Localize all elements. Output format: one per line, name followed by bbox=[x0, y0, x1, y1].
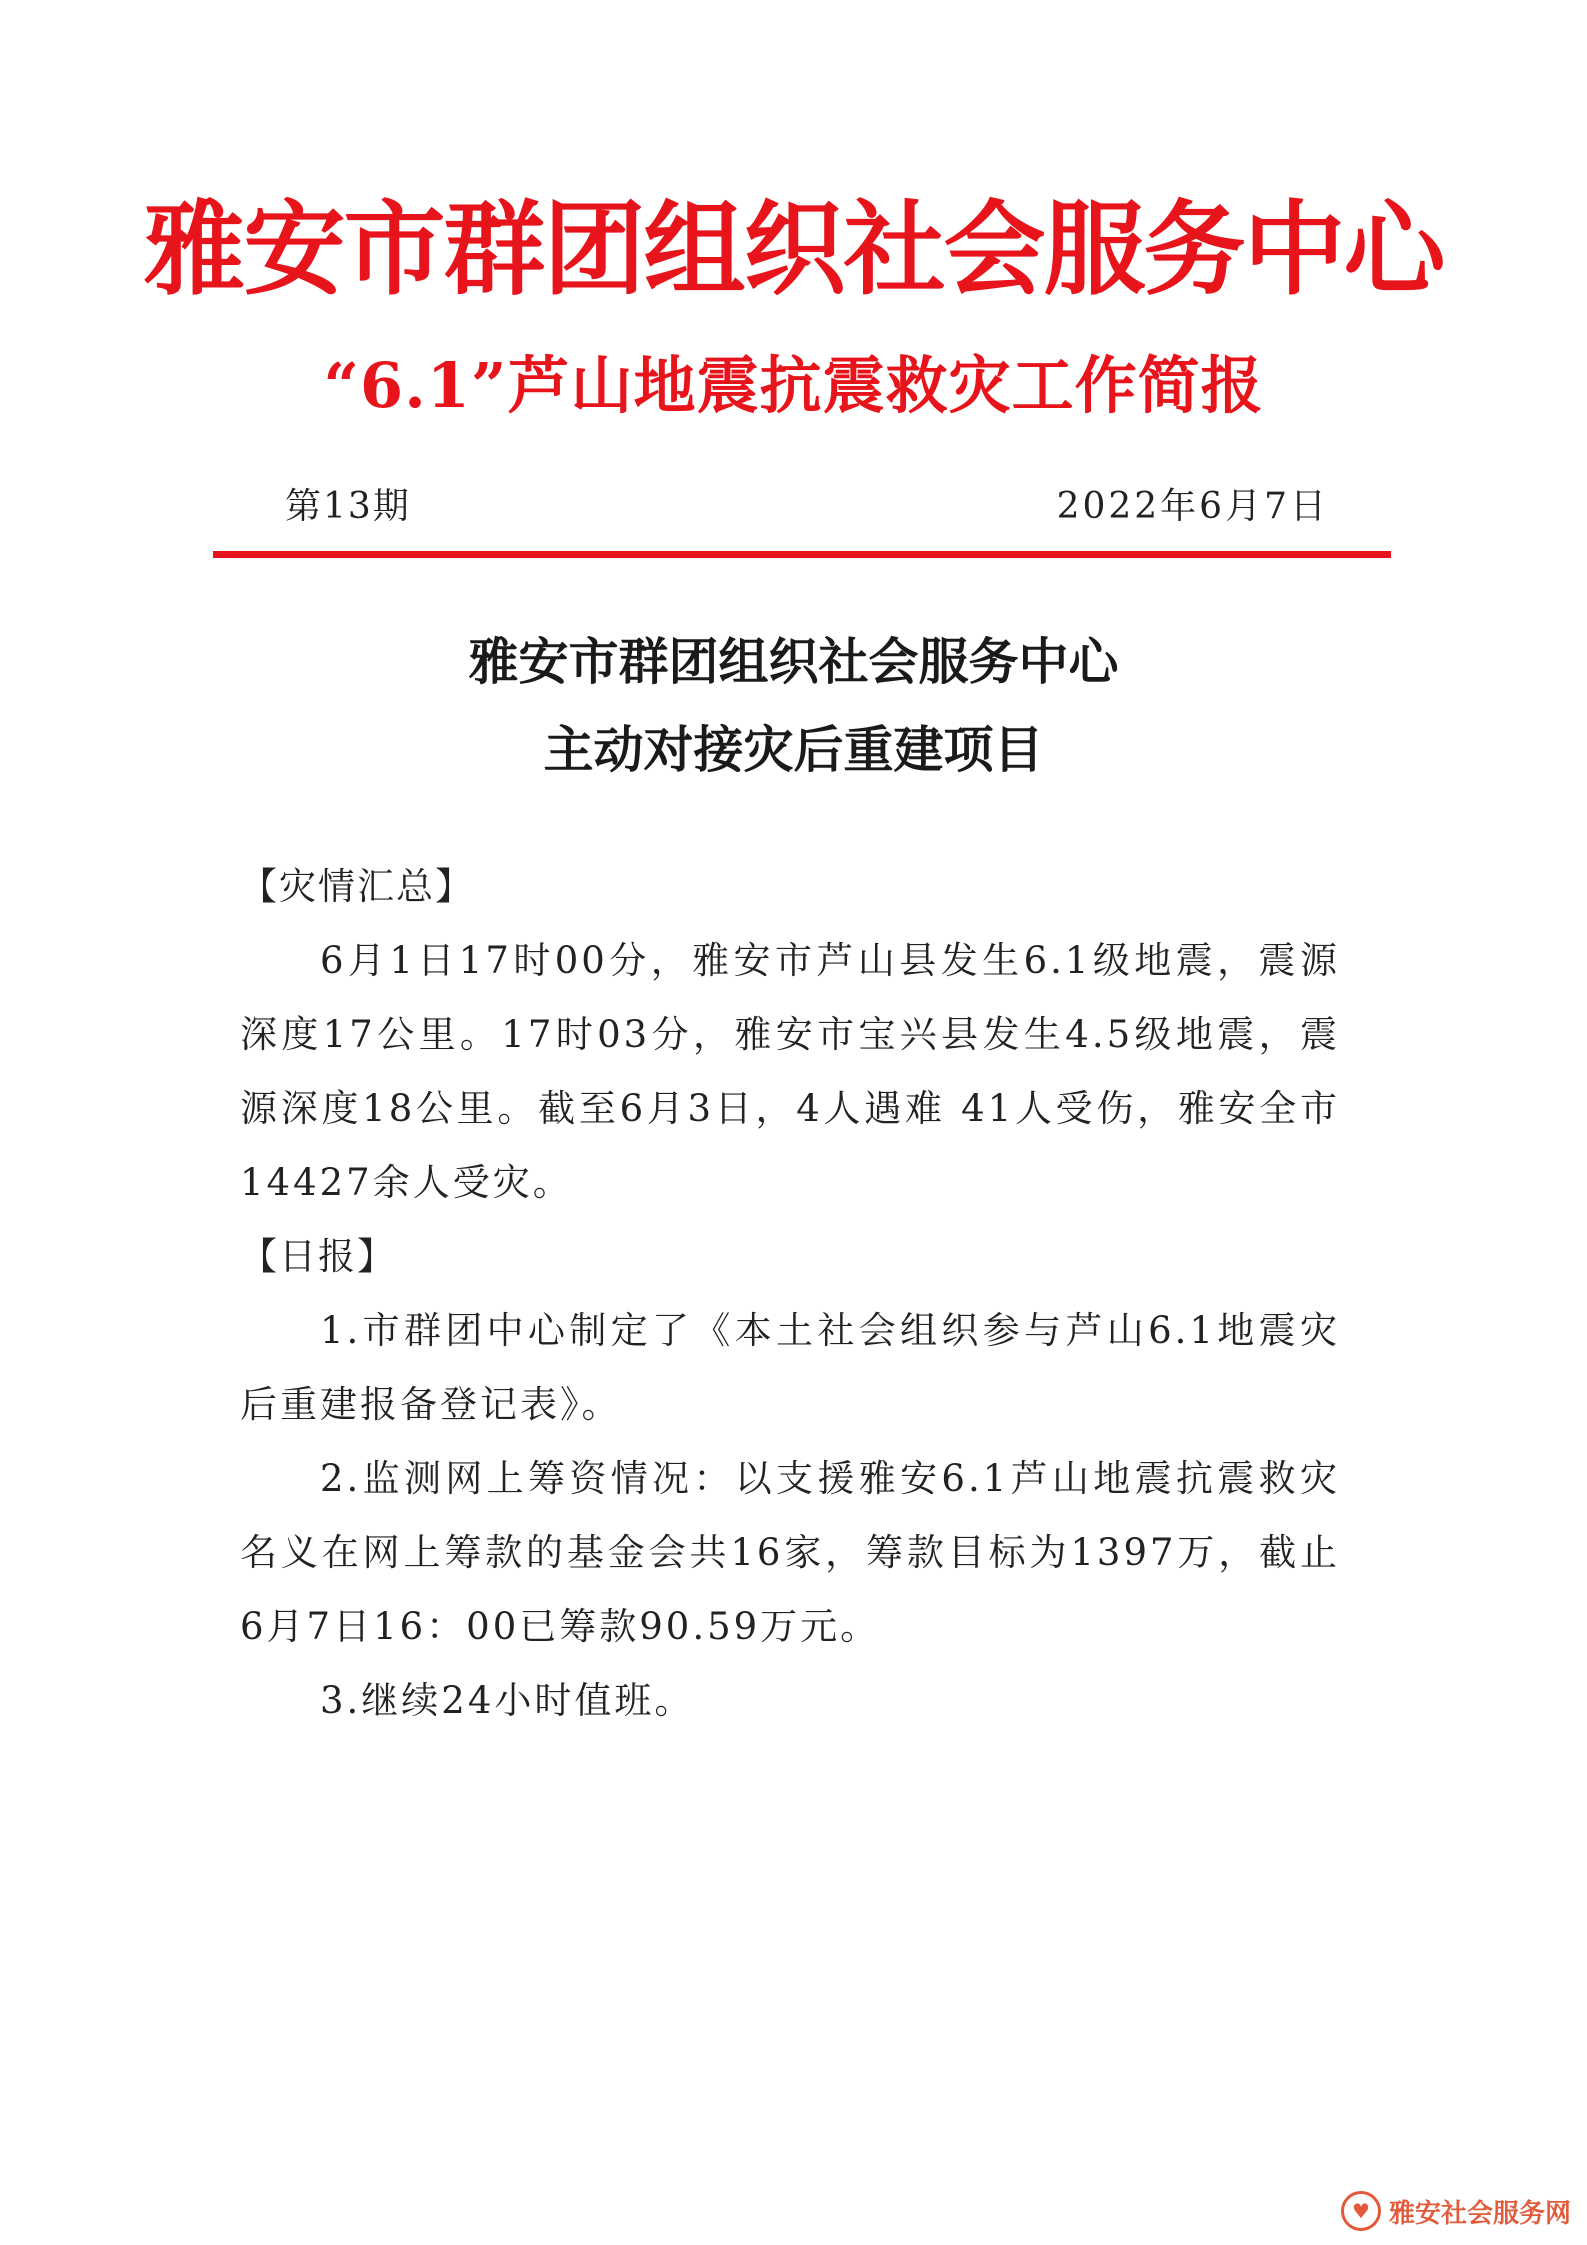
article-title-line-1: 雅安市群团组织社会服务中心 bbox=[468, 632, 1119, 691]
issue-date: 2022年6月7日 bbox=[1056, 486, 1329, 527]
article-body bbox=[240, 850, 1340, 1738]
issue-number: 第13期 bbox=[285, 486, 411, 527]
watermark-site-name: 雅安社会服务网 bbox=[1388, 2198, 1571, 2229]
org-title: 雅安市群团组织社会服务中心 bbox=[143, 190, 1444, 310]
summary-paragraph: 6月1日17时00分，雅安市芦山县发生6.1级地震，震源深度17公里。17时03分，雅安市宝兴县发生4.5级地震，震源深度18公里。截至6月3日，4人遇难 41人受伤，雅安全市14427余人受灾。 bbox=[240, 939, 1340, 1204]
header-divider bbox=[213, 551, 1391, 558]
article-title bbox=[0, 618, 1587, 794]
site-watermark bbox=[1341, 2191, 1571, 2231]
article-title-line-2: 主动对接灾后重建项目 bbox=[543, 720, 1044, 779]
daily-item-1: 1.市群团中心制定了《本土社会组织参与芦山6.1地震灾后重建报备登记表》。 bbox=[240, 1309, 1340, 1426]
daily-item-2: 2.监测网上筹资情况：以支援雅安6.1芦山地震抗震救灾名义在网上筹款的基金会共16家，筹款目标为1397万，截止6月7日16：00已筹款90.59万元。 bbox=[240, 1457, 1340, 1648]
daily-item-3: 3.继续24小时值班。 bbox=[320, 1679, 695, 1722]
bulletin-title: “6.1”芦山地震抗震救灾工作简报 bbox=[323, 349, 1264, 422]
summary-heading: 【灾情汇总】 bbox=[240, 865, 474, 908]
heart-icon: ♥ bbox=[1341, 2191, 1381, 2231]
daily-heading: 【日报】 bbox=[240, 1235, 396, 1278]
